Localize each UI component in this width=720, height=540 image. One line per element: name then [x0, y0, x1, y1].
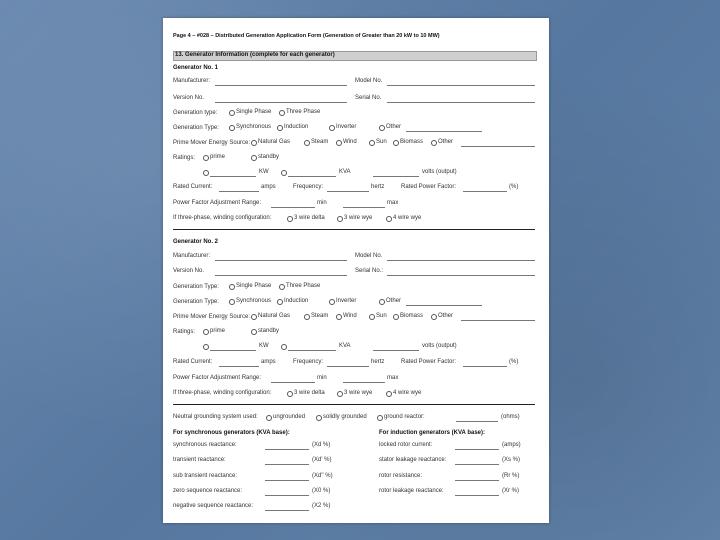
gen2-volts-field[interactable]: [373, 350, 419, 351]
gen1-kw-label: KW: [259, 169, 269, 175]
gen1-other2-field[interactable]: [461, 146, 535, 147]
gen1-rated-pf-label: Rated Power Factor:: [401, 184, 457, 190]
gen2-title: Generator No. 2: [173, 239, 219, 245]
gen1-3wire-wye-radio[interactable]: [337, 216, 343, 222]
gen2-three-phase-label: Three Phase: [286, 283, 321, 289]
induct-row-unit: (Xr %): [502, 488, 519, 494]
gen1-synchronous-radio[interactable]: [229, 125, 235, 131]
ohms-label: (ohms): [501, 414, 520, 420]
page-title: Page 4 – #028 – Distributed Generation Application Form (Generation of Greater than 20 kW to 10 MW): [173, 33, 440, 39]
gen1-rated-current-field[interactable]: [219, 191, 259, 192]
induct-row-label: rotor leakage reactance:: [379, 488, 444, 494]
induct-title: For induction generators (KVA base):: [379, 430, 486, 436]
gen1-4wire-wye-radio[interactable]: [386, 216, 392, 222]
gen2-kw-field[interactable]: [210, 350, 256, 351]
gen1-sun-radio[interactable]: [369, 140, 375, 146]
gen2-manufacturer-label: Manufacturer:: [173, 253, 211, 259]
gen2-frequency-field[interactable]: [327, 366, 369, 367]
gen1-prime-radio[interactable]: [203, 155, 209, 161]
form-page: [163, 18, 549, 523]
gen2-kva-field[interactable]: [288, 350, 336, 351]
gen2-other2-radio[interactable]: [431, 314, 437, 320]
gen1-3wire-wye-label: 3 wire wye: [344, 215, 373, 221]
gen1-hertz-label: hertz: [371, 184, 385, 190]
gen1-steam-radio[interactable]: [304, 140, 310, 146]
gen2-min-label: min: [317, 375, 327, 381]
gen2-biomass-radio[interactable]: [393, 314, 399, 320]
ground-reactor-label: ground reactor:: [384, 414, 425, 420]
sync-row-label: sub transient reactance:: [173, 473, 238, 479]
gen2-frequency-label: Frequency:: [293, 359, 324, 365]
gen1-ratings-label: Ratings:: [173, 155, 196, 161]
gen1-standby-radio[interactable]: [251, 155, 257, 161]
gen2-kva-label: KVA: [339, 343, 351, 349]
induct-row-field[interactable]: [455, 480, 499, 481]
gen2-4wire-wye-label: 4 wire wye: [393, 390, 422, 396]
gen2-3wire-delta-radio[interactable]: [287, 391, 293, 397]
gen1-prime-mover-label: Prime Mover Energy Source:: [173, 140, 251, 146]
gen2-natural-gas-label: Natural Gas: [258, 313, 291, 319]
gen2-serial-field[interactable]: [387, 275, 535, 276]
gen1-three-phase-label: Three Phase: [286, 109, 321, 115]
gen2-prime-label: prime: [210, 328, 226, 334]
induct-row-unit: (amps): [502, 442, 521, 448]
gen1-other-field[interactable]: [406, 131, 482, 132]
gen1-pf-range-label: Power Factor Adjustment Range:: [173, 200, 262, 206]
induct-row-unit: (Xs %): [502, 457, 520, 463]
gen2-kva-radio[interactable]: [281, 344, 287, 350]
gen1-induction-label: Induction: [284, 124, 309, 130]
gen2-sun-label: Sun: [376, 313, 387, 319]
gen2-inverter-radio[interactable]: [329, 299, 335, 305]
ungrounded-radio[interactable]: [266, 415, 272, 421]
gen1-rated-current-label: Rated Current:: [173, 184, 213, 190]
gen2-kw-radio[interactable]: [203, 344, 209, 350]
gen1-frequency-label: Frequency:: [293, 184, 324, 190]
gen2-other-field[interactable]: [406, 305, 482, 306]
gen2-other-label: Other: [386, 298, 402, 304]
sync-row-label: zero sequence reactance:: [173, 488, 243, 494]
gen1-winding-label: If three-phase, winding configuration:: [173, 215, 272, 221]
gen2-pf-range-label: Power Factor Adjustment Range:: [173, 375, 262, 381]
gen1-natural-gas-radio[interactable]: [251, 140, 257, 146]
gen1-other2-label: Other: [438, 139, 454, 145]
gen1-min-label: min: [317, 200, 327, 206]
gen1-serial-field[interactable]: [387, 102, 535, 103]
gen2-sun-radio[interactable]: [369, 314, 375, 320]
gen2-model-field[interactable]: [387, 260, 535, 261]
sync-row-field[interactable]: [265, 480, 309, 481]
induct-row-field[interactable]: [455, 449, 499, 450]
gen1-biomass-radio[interactable]: [393, 140, 399, 146]
sync-row-field[interactable]: [265, 495, 309, 496]
gen1-synchronous-label: Synchronous: [236, 124, 272, 130]
gen1-4wire-wye-label: 4 wire wye: [393, 215, 422, 221]
induct-row-field[interactable]: [455, 495, 499, 496]
gen1-three-phase-radio[interactable]: [279, 110, 285, 116]
gen2-rated-current-field[interactable]: [219, 366, 259, 367]
induct-row-label: locked rotor current:: [379, 442, 433, 448]
gen2-single-phase-label: Single Phase: [236, 283, 272, 289]
gen2-prime-mover-label: Prime Mover Energy Source:: [173, 314, 251, 320]
gen2-hertz-label: hertz: [371, 359, 385, 365]
gen1-prime-label: prime: [210, 154, 226, 160]
gen2-other2-field[interactable]: [461, 320, 535, 321]
gen1-sun-label: Sun: [376, 139, 387, 145]
gen1-model-field[interactable]: [387, 85, 535, 86]
sync-row-field[interactable]: [265, 449, 309, 450]
induct-row-field[interactable]: [455, 464, 499, 465]
gen2-gentype-label: Generation Type:: [173, 284, 219, 290]
gen2-4wire-wye-radio[interactable]: [386, 391, 392, 397]
divider: [173, 229, 535, 230]
induct-row-label: rotor resistance:: [379, 473, 423, 479]
gen1-manufacturer-label: Manufacturer:: [173, 78, 211, 84]
gen2-3wire-delta-label: 3 wire delta: [294, 390, 325, 396]
sync-row-field[interactable]: [265, 464, 309, 465]
gen1-natural-gas-label: Natural Gas: [258, 139, 291, 145]
gen2-3wire-wye-radio[interactable]: [337, 391, 343, 397]
divider: [173, 404, 535, 405]
gen2-standby-radio[interactable]: [251, 329, 257, 335]
gen2-model-label: Model No.: [355, 253, 383, 259]
gen2-version-field[interactable]: [215, 275, 347, 276]
gen2-rated-pf-field[interactable]: [463, 366, 507, 367]
gen1-pf-min-field[interactable]: [271, 207, 315, 208]
gen2-wind-radio[interactable]: [336, 314, 342, 320]
gen1-gentype-label: Generation type:: [173, 110, 218, 116]
gen1-volts-label: volts (output): [422, 169, 457, 175]
gen2-synchronous-radio[interactable]: [229, 299, 235, 305]
gen1-kva-radio[interactable]: [281, 170, 287, 176]
gen2-gentype2-label: Generation Type:: [173, 299, 219, 305]
gen2-wind-label: Wind: [343, 313, 357, 319]
sync-row-unit: (X0 %): [312, 488, 331, 494]
gen1-version-label: Version No.: [173, 95, 205, 101]
gen1-kw-field[interactable]: [210, 176, 256, 177]
gen2-version-label: Version No.: [173, 268, 205, 274]
ground-reactor-field[interactable]: [456, 421, 498, 422]
gen1-wind-label: Wind: [343, 139, 357, 145]
induct-row-label: stator leakage reactance:: [379, 457, 447, 463]
gen1-single-phase-radio[interactable]: [229, 110, 235, 116]
gen1-induction-radio[interactable]: [277, 125, 283, 131]
ground-reactor-radio[interactable]: [377, 415, 383, 421]
gen2-rated-pf-label: Rated Power Factor:: [401, 359, 457, 365]
gen1-gentype2-label: Generation Type:: [173, 125, 219, 131]
gen2-other2-label: Other: [438, 313, 454, 319]
gen1-other-radio[interactable]: [379, 125, 385, 131]
sync-row-unit: (X2 %): [312, 503, 331, 509]
gen1-percent-label: (%): [509, 184, 519, 190]
gen1-kw-radio[interactable]: [203, 170, 209, 176]
gen1-other2-radio[interactable]: [431, 140, 437, 146]
gen2-steam-radio[interactable]: [304, 314, 310, 320]
gen1-standby-label: standby: [258, 154, 280, 160]
gen2-manufacturer-field[interactable]: [215, 260, 347, 261]
gen1-serial-label: Serial No.: [355, 95, 382, 101]
gen2-three-phase-radio[interactable]: [279, 284, 285, 290]
gen1-other-label: Other: [386, 124, 402, 130]
section-header: 13. Generator Information (complete for each generator): [175, 52, 335, 58]
gen1-pf-max-field[interactable]: [343, 207, 385, 208]
sync-row-unit: (Xd'' %): [312, 473, 333, 479]
gen2-pf-max-field[interactable]: [343, 382, 385, 383]
gen2-pf-min-field[interactable]: [271, 382, 315, 383]
gen1-rated-pf-field[interactable]: [463, 191, 507, 192]
gen1-3wire-delta-radio[interactable]: [287, 216, 293, 222]
gen1-title: Generator No. 1: [173, 65, 219, 71]
gen1-inverter-radio[interactable]: [329, 125, 335, 131]
gen2-prime-radio[interactable]: [203, 329, 209, 335]
gen2-volts-label: volts (output): [422, 343, 457, 349]
gen2-ratings-label: Ratings:: [173, 329, 196, 335]
gen2-steam-label: Steam: [311, 313, 329, 319]
solidly-grounded-label: solidly grounded: [323, 414, 367, 420]
gen2-induction-radio[interactable]: [277, 299, 283, 305]
gen1-single-phase-label: Single Phase: [236, 109, 272, 115]
gen2-natural-gas-radio[interactable]: [251, 314, 257, 320]
induct-row-unit: (Rr %): [502, 473, 520, 479]
sync-row-label: transient reactance:: [173, 457, 226, 463]
sync-row-label: synchronous reactance:: [173, 442, 237, 448]
neutral-label: Neutral grounding system used:: [173, 414, 258, 420]
gen1-wind-radio[interactable]: [336, 140, 342, 146]
gen1-version-field[interactable]: [215, 102, 347, 103]
sync-row-unit: (Xd %): [312, 442, 331, 448]
gen2-amps-label: amps: [261, 359, 276, 365]
gen1-steam-label: Steam: [311, 139, 329, 145]
gen1-frequency-field[interactable]: [327, 191, 369, 192]
sync-row-label: negative sequence reactance:: [173, 503, 254, 509]
gen2-other-radio[interactable]: [379, 299, 385, 305]
gen1-biomass-label: Biomass: [400, 139, 424, 145]
gen1-model-label: Model No.: [355, 78, 383, 84]
gen1-max-label: max: [387, 200, 399, 206]
gen2-biomass-label: Biomass: [400, 313, 424, 319]
gen2-standby-label: standby: [258, 328, 280, 334]
sync-row-unit: (Xd' %): [312, 457, 332, 463]
sync-title: For synchronous generators (KVA base):: [173, 430, 290, 436]
gen2-3wire-wye-label: 3 wire wye: [344, 390, 373, 396]
gen2-single-phase-radio[interactable]: [229, 284, 235, 290]
gen2-serial-label: Serial No.:: [355, 268, 384, 274]
sync-row-field[interactable]: [265, 510, 309, 511]
gen2-percent-label: (%): [509, 359, 519, 365]
gen1-3wire-delta-label: 3 wire delta: [294, 215, 325, 221]
gen1-kva-field[interactable]: [288, 176, 336, 177]
gen1-amps-label: amps: [261, 184, 276, 190]
gen1-volts-field[interactable]: [373, 176, 419, 177]
gen2-synchronous-label: Synchronous: [236, 298, 272, 304]
gen2-max-label: max: [387, 375, 399, 381]
gen2-rated-current-label: Rated Current:: [173, 359, 213, 365]
gen2-winding-label: If three-phase, winding configuration:: [173, 390, 272, 396]
solidly-grounded-radio[interactable]: [316, 415, 322, 421]
gen2-inverter-label: Inverter: [336, 298, 357, 304]
gen1-inverter-label: Inverter: [336, 124, 357, 130]
gen1-kva-label: KVA: [339, 169, 351, 175]
gen2-induction-label: Induction: [284, 298, 309, 304]
gen1-manufacturer-field[interactable]: [215, 85, 347, 86]
gen2-kw-label: KW: [259, 343, 269, 349]
ungrounded-label: ungrounded: [273, 414, 306, 420]
